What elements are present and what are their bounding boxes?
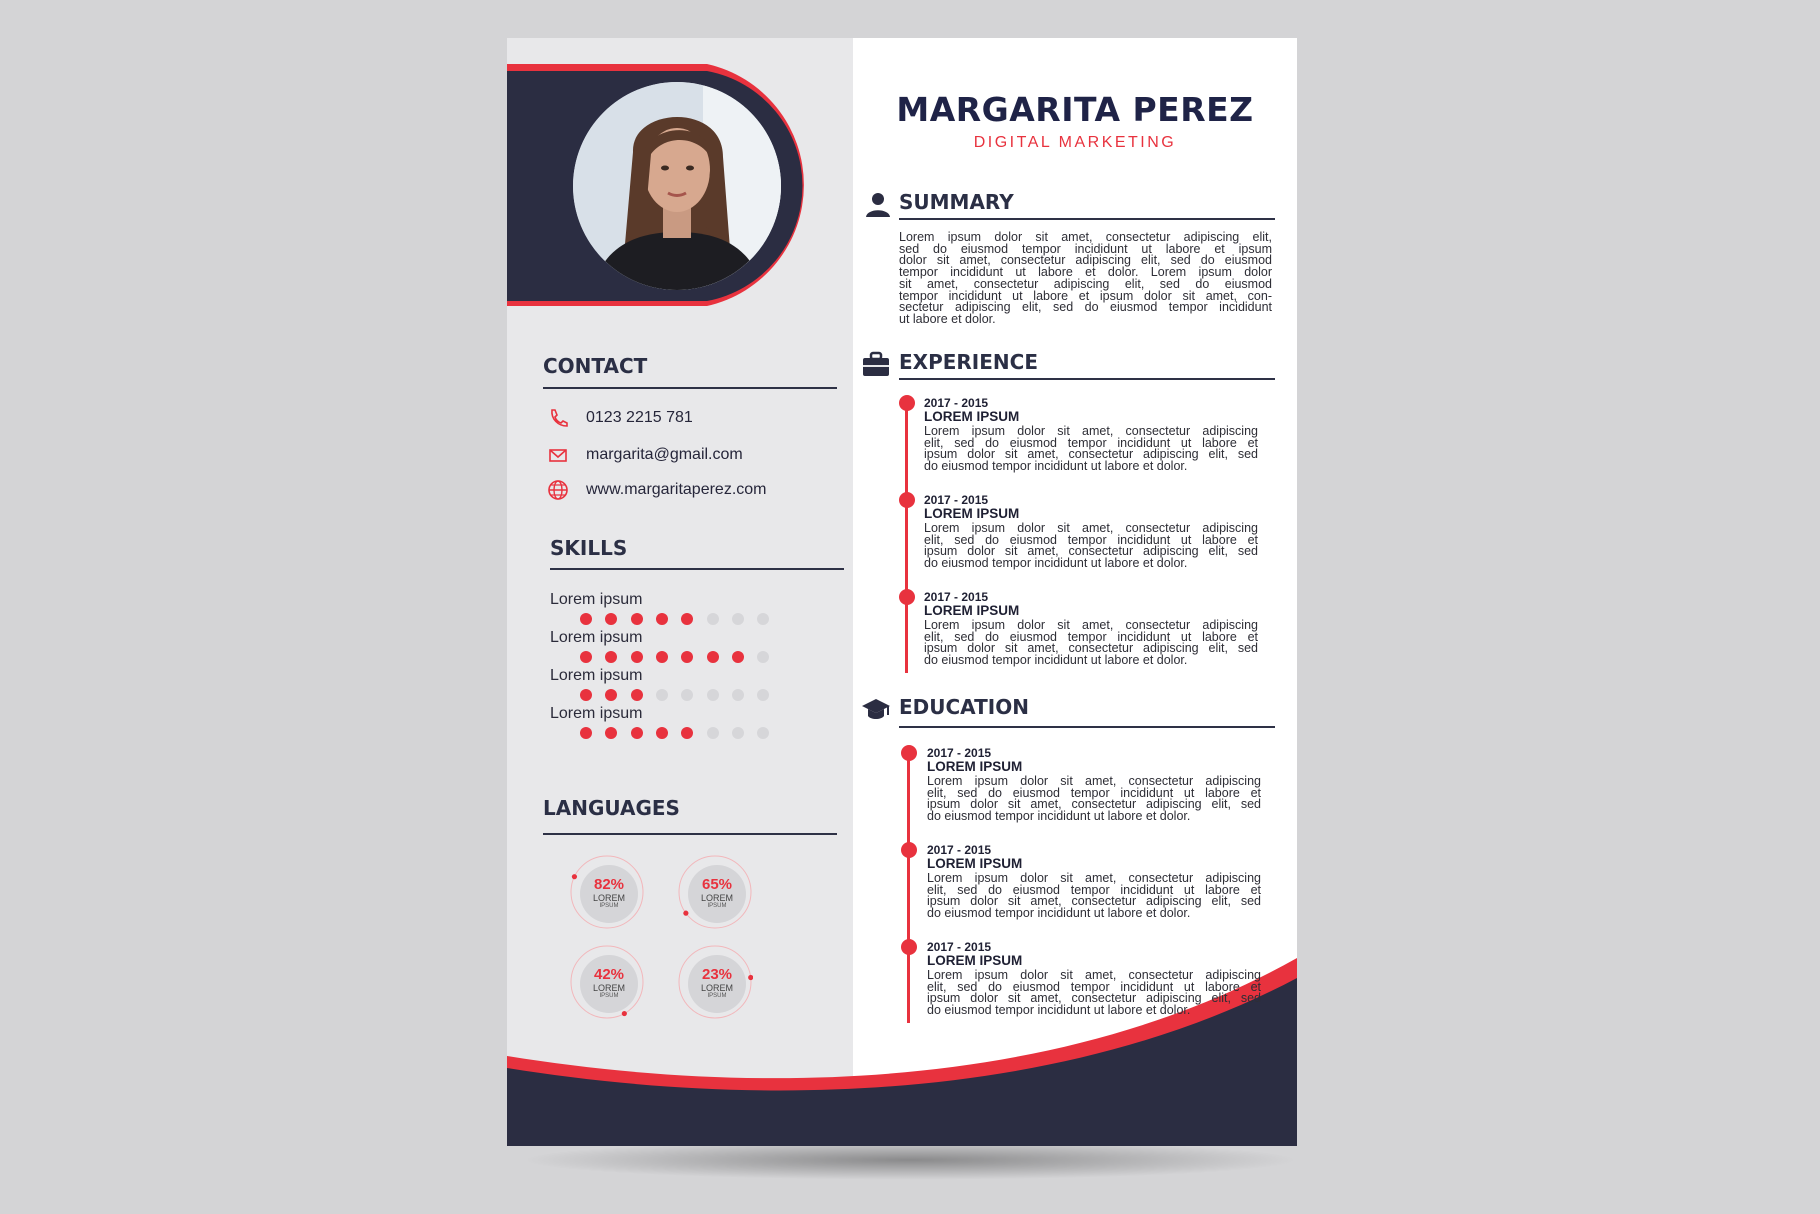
person-icon — [863, 190, 893, 220]
education-description-line: do eiusmod tempor incididunt ut labore et dolor. — [927, 809, 1191, 824]
education-timeline-dot — [901, 745, 917, 761]
education-heading: LOREM IPSUM — [927, 953, 1023, 968]
education-date: 2017 - 2015 — [927, 843, 992, 857]
skill-dot-empty — [707, 727, 719, 739]
email-icon — [547, 444, 569, 466]
experience-timeline-line — [905, 403, 908, 673]
education-divider — [899, 726, 1275, 728]
education-heading: LOREM IPSUM — [927, 856, 1023, 871]
summary-line: tempor incididunt ut labore et ipsum dolor sit amet, con- — [899, 288, 1272, 303]
contact-website[interactable] — [547, 479, 767, 501]
experience-description-line: do eiusmod tempor incididunt ut labore et dolor. — [924, 653, 1188, 668]
education-description-line: do eiusmod tempor incididunt ut labore et dolor. — [927, 1003, 1191, 1018]
summary-line: tempor incididunt ut labore et dolor. Lorem ipsum dolor — [899, 265, 1272, 280]
languages-divider — [543, 833, 837, 835]
education-description-line: ipsum dolor sit amet, consectetur adipiscing elit, sed — [927, 797, 1261, 812]
skill-dot-empty — [732, 613, 744, 625]
contact-website-text: www.margaritaperez.com — [586, 481, 767, 498]
summary-line: Lorem ipsum dolor sit amet, consectetur adipiscing elit, — [899, 230, 1272, 244]
education-description — [927, 873, 1261, 920]
skills-divider — [550, 568, 844, 570]
resume-name: MARGARITA PEREZ — [896, 90, 1254, 129]
experience-description-line: do eiusmod tempor incididunt ut labore et dolor. — [924, 556, 1188, 571]
language-gauge-center — [580, 865, 638, 923]
experience-description-line: Lorem ipsum dolor sit amet, consectetur adipiscing — [924, 618, 1258, 632]
skill-label: Lorem ipsum — [550, 591, 643, 608]
language-label: LOREM — [700, 893, 733, 903]
contact-title: CONTACT — [543, 354, 648, 378]
skill-dot-empty — [707, 689, 719, 701]
education-heading: LOREM IPSUM — [927, 759, 1023, 774]
contact-email-text: margarita@gmail.com — [586, 446, 743, 463]
language-sublabel: IPSUM — [707, 903, 727, 909]
education-description-line: Lorem ipsum dolor sit amet, consectetur adipiscing — [927, 968, 1261, 982]
skill-label: Lorem ipsum — [550, 629, 643, 646]
contact-email[interactable] — [547, 444, 743, 466]
contact-phone-text: 0123 2215 781 — [586, 409, 693, 426]
language-gauge — [677, 854, 753, 930]
education-description-line: ipsum dolor sit amet, consectetur adipiscing elit, sed — [927, 894, 1261, 909]
summary-title: SUMMARY — [899, 190, 1014, 214]
skills-title: SKILLS — [550, 536, 628, 560]
languages-title: LANGUAGES — [543, 796, 680, 820]
page-shadow — [520, 1140, 1300, 1180]
language-sublabel: IPSUM — [707, 993, 727, 999]
experience-date: 2017 - 2015 — [924, 590, 989, 604]
experience-heading: LOREM IPSUM — [924, 409, 1020, 424]
experience-timeline-dot — [899, 395, 915, 411]
experience-heading: LOREM IPSUM — [924, 506, 1020, 521]
briefcase-icon — [861, 350, 891, 380]
language-gauge-marker — [572, 874, 577, 879]
summary-line: dolor sit amet, consectetur adipiscing elit, sed do eiusmod — [899, 253, 1272, 268]
phone-icon — [547, 407, 569, 429]
language-percent: 82% — [593, 876, 625, 893]
summary-line: sit amet, consectetur adipiscing elit, sed do eiusmod — [899, 276, 1272, 291]
language-percent: 42% — [593, 966, 625, 983]
language-percent: 65% — [701, 876, 733, 893]
education-description-line: elit, sed do eiusmod tempor incididunt ut labore et — [927, 882, 1261, 897]
skill-label: Lorem ipsum — [550, 667, 643, 684]
resume-role: DIGITAL MARKETING — [973, 134, 1177, 151]
language-sublabel: IPSUM — [599, 993, 619, 999]
education-description-line: Lorem ipsum dolor sit amet, consectetur adipiscing — [927, 774, 1261, 788]
skill-dot-filled — [580, 727, 592, 739]
experience-description-line: ipsum dolor sit amet, consectetur adipiscing elit, sed — [924, 641, 1258, 656]
skill-dot-empty — [707, 613, 719, 625]
skill-dot-empty — [757, 651, 769, 663]
education-timeline-line — [907, 753, 910, 1023]
education-date: 2017 - 2015 — [927, 940, 992, 954]
education-description-line: Lorem ipsum dolor sit amet, consectetur adipiscing — [927, 871, 1261, 885]
contact-divider — [543, 387, 837, 389]
graduation-cap-icon — [861, 695, 891, 725]
experience-description — [924, 426, 1258, 473]
experience-title: EXPERIENCE — [899, 350, 1038, 374]
language-gauge — [677, 944, 753, 1020]
language-percent: 23% — [701, 966, 733, 983]
summary-line: sectetur adipiscing elit, sed do eiusmod tempor incididunt — [899, 300, 1272, 315]
experience-description — [924, 523, 1258, 570]
skill-dot-empty — [757, 613, 769, 625]
experience-description-line: Lorem ipsum dolor sit amet, consectetur adipiscing — [924, 521, 1258, 535]
skill-dot-filled — [656, 613, 668, 625]
summary-text — [899, 232, 1272, 326]
experience-description-line: do eiusmod tempor incididunt ut labore et dolor. — [924, 459, 1188, 474]
experience-description-line: elit, sed do eiusmod tempor incididunt ut labore et — [924, 532, 1258, 547]
skill-dot-filled — [656, 727, 668, 739]
education-timeline-dot — [901, 842, 917, 858]
skill-dot-empty — [732, 689, 744, 701]
summary-line: ut labore et dolor. — [899, 311, 996, 326]
language-gauge — [569, 944, 645, 1020]
skill-label: Lorem ipsum — [550, 705, 643, 722]
language-gauge — [569, 854, 645, 930]
experience-description — [924, 620, 1258, 667]
education-description-line: elit, sed do eiusmod tempor incididunt ut labore et — [927, 979, 1261, 994]
language-label: LOREM — [700, 983, 733, 993]
experience-description-line: ipsum dolor sit amet, consectetur adipiscing elit, sed — [924, 544, 1258, 559]
skill-dot-empty — [656, 689, 668, 701]
language-gauge-center — [688, 865, 746, 923]
skill-dot-empty — [757, 727, 769, 739]
contact-phone[interactable] — [547, 407, 693, 429]
skill-dot-filled — [580, 689, 592, 701]
skill-dot-filled — [631, 613, 643, 625]
skill-dot-empty — [732, 727, 744, 739]
language-sublabel: IPSUM — [599, 903, 619, 909]
language-gauge-center — [580, 955, 638, 1013]
skill-dot-filled — [656, 651, 668, 663]
skill-dot-filled — [580, 613, 592, 625]
language-gauge-marker — [683, 911, 688, 916]
summary-line: sed do eiusmod tempor incididunt ut labore et ipsum — [899, 241, 1272, 256]
education-date: 2017 - 2015 — [927, 746, 992, 760]
education-title: EDUCATION — [899, 695, 1029, 719]
skill-dot-filled — [580, 651, 592, 663]
language-gauge-marker — [748, 975, 753, 980]
experience-divider — [899, 378, 1275, 380]
skill-dot-filled — [631, 727, 643, 739]
experience-date: 2017 - 2015 — [924, 396, 989, 410]
globe-icon — [547, 479, 569, 501]
language-label: LOREM — [592, 983, 625, 993]
language-label: LOREM — [592, 893, 625, 903]
education-description-line: do eiusmod tempor incididunt ut labore et dolor. — [927, 906, 1191, 921]
skill-dot-filled — [631, 689, 643, 701]
experience-timeline-dot — [899, 492, 915, 508]
summary-divider — [899, 218, 1275, 220]
experience-timeline-dot — [899, 589, 915, 605]
skill-dot-filled — [631, 651, 643, 663]
education-description — [927, 776, 1261, 823]
experience-description-line: elit, sed do eiusmod tempor incididunt ut labore et — [924, 629, 1258, 644]
education-description — [927, 970, 1261, 1017]
language-gauge-marker — [622, 1011, 627, 1016]
resume-page — [507, 38, 1297, 1146]
skill-dot-filled — [732, 651, 744, 663]
education-description-line: elit, sed do eiusmod tempor incididunt ut labore et — [927, 785, 1261, 800]
skill-dot-empty — [757, 689, 769, 701]
skill-dot-filled — [707, 651, 719, 663]
experience-date: 2017 - 2015 — [924, 493, 989, 507]
experience-description-line: ipsum dolor sit amet, consectetur adipiscing elit, sed — [924, 447, 1258, 462]
language-gauge-center — [688, 955, 746, 1013]
experience-heading: LOREM IPSUM — [924, 603, 1020, 618]
profile-photo — [573, 82, 781, 290]
education-description-line: ipsum dolor sit amet, consectetur adipiscing elit, sed — [927, 991, 1261, 1006]
experience-description-line: Lorem ipsum dolor sit amet, consectetur adipiscing — [924, 424, 1258, 438]
experience-description-line: elit, sed do eiusmod tempor incididunt ut labore et — [924, 435, 1258, 450]
education-timeline-dot — [901, 939, 917, 955]
